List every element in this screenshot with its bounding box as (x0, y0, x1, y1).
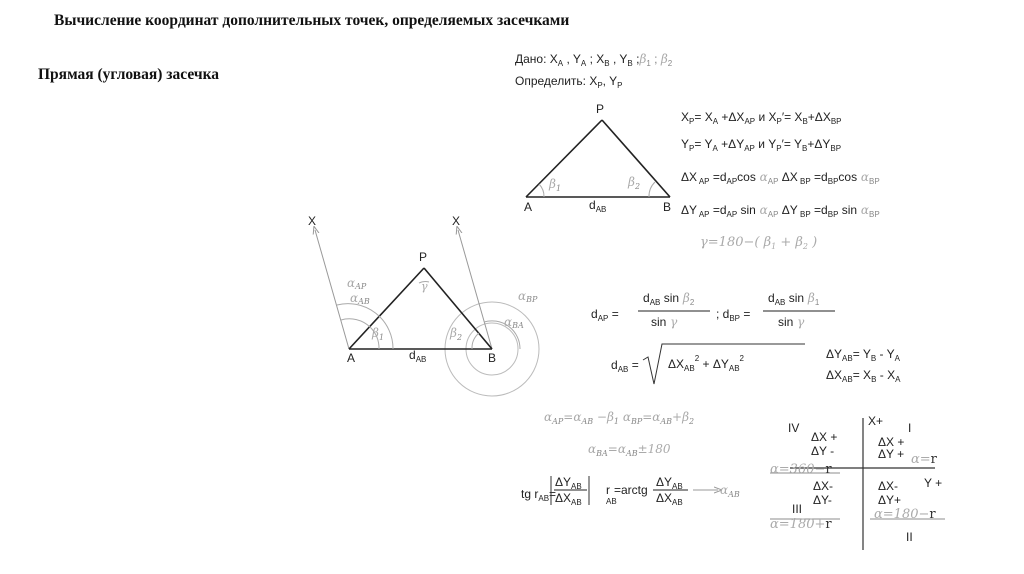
svg-text:XP= XA +ΔXAP и XP′= XB+Δ: $X_P= X_A +\Delta X_{AP}$ и $X_P'= X_B+\Delta X_{BP}$ (681, 110, 842, 126)
svg-text:A: A (347, 351, 356, 365)
coordinate-formulas (681, 110, 880, 251)
svg-text:sin γ: sin γ (778, 315, 805, 329)
svg-text:X: X (308, 214, 317, 228)
svg-text:II: II (906, 530, 913, 544)
svg-text:γ=180−( β1 + β2 ): γ=180−( $\beta_1 + \beta_2$ ) (700, 235, 818, 251)
svg-text:β2: $\beta_2$ (450, 326, 463, 342)
svg-text:dAB: $d_{AB}$ (409, 348, 427, 364)
svg-text:ΔYAB: $\Delta Y_{AB}$ (555, 475, 582, 491)
svg-text:P: P (419, 250, 428, 264)
svg-text:Y +: Y + (924, 476, 943, 490)
point-label: P (596, 102, 605, 116)
svg-text:ΔXAB: $\Delta X_{AB}$ (555, 491, 582, 507)
svg-text:I: I (908, 421, 912, 435)
given-block (515, 52, 673, 90)
svg-text:αAP: αAP (347, 276, 367, 291)
svg-text:ΔYAB: $\Delta Y_{AB}$ (656, 475, 683, 491)
svg-text:αAB: $\alpha_{AB}$ (720, 483, 740, 499)
svg-text:III: III (792, 502, 803, 516)
svg-text:AB: AB (606, 497, 617, 506)
svg-text:ΔX AP =dAPcos αAP ΔX BP =d: ΔX $_{AP} =d_{AP}\cos$ $\alpha_{AP}$ ΔX $_{BP} =d_{BP}\cos$ $\alpha_{BP}$ (681, 170, 880, 186)
svg-text:dAP =: $d_{AP}$ = (591, 307, 619, 323)
svg-text:ΔX +: ΔX + (878, 435, 905, 449)
svg-text:Дано: XA , YA ; XB , YB ;β1: Дано: $X_A$ , $Y_A$ ; $X_B$ , $Y_B$ $;\beta_1$ ; $\beta_2$ (515, 52, 673, 68)
svg-text:β1: $\beta_1$ (549, 177, 562, 193)
svg-text:ΔY AP =dAP sin αAP ΔY BP: ΔY $_{AP} =d_{AP}$ $\sin \alpha_{AP}$ ΔY $_{BP} =d_{BP}$ $\sin \alpha_{BP}$ (681, 203, 880, 219)
given-label: Дано: (515, 52, 547, 66)
svg-text:ΔYAB= YB - YA: $\Delta Y_{AB}= Y_B - Y_A$ (826, 347, 900, 363)
slide-subtitle: Прямая (угловая) засечка (38, 66, 220, 83)
svg-text:ΔX-: ΔX- (813, 479, 834, 493)
slide-title: Вычисление координат дополнительных точек, определяемых засечками (54, 12, 570, 29)
svg-text:X+: X+ (868, 414, 884, 428)
svg-text:ΔXAB: $\Delta X_{AB}$ (656, 491, 683, 507)
azimuth-formulas (521, 410, 740, 507)
svg-text:ΔX +: ΔX + (811, 430, 838, 444)
point-label: B (663, 200, 672, 214)
svg-text:; dBP =: ; $d_{BP}$ = (716, 307, 751, 323)
svg-text:ΔXAB= XB - XA: $\Delta X_{AB}= X_B - X_A$ (826, 368, 901, 384)
svg-text:γ: γ (421, 280, 428, 293)
svg-text:ΔX-: ΔX- (878, 479, 899, 493)
quadrant-diagram (770, 414, 945, 550)
svg-text:r: r (606, 483, 610, 497)
svg-text:X: X (452, 214, 461, 228)
distance-formulas (591, 291, 901, 384)
svg-text:YP= YA +ΔYAP и YP′= YB+Δ: $Y_P= Y_A +\Delta Y_{AP}$ и $Y_P'= Y_B+\Delta Y_{BP}$ (681, 137, 842, 153)
svg-text:dAB =: $d_{AB}$ = (611, 358, 639, 374)
svg-text:α=r: α=r (911, 452, 937, 467)
svg-text:ΔY -: ΔY - (811, 444, 835, 458)
svg-text:β2: $\beta_2$ (628, 175, 641, 191)
svg-text:Определить: XP, YP: Определить: $X_P$, $Y_P$ (515, 74, 623, 90)
svg-text:α=180−r: α=180−r (874, 507, 936, 522)
svg-text:=arctg: =arctg (614, 483, 648, 497)
triangle-small (524, 102, 671, 214)
svg-text:dAB sin β1: $d_{AB}$ $\sin \beta_1$ (768, 291, 820, 307)
svg-text:dAB sin β2: $d_{AB}$ $\sin \beta_2$ (643, 291, 695, 307)
svg-text:αBA=αAB±180: $\alpha_{BA}=\alpha_{AB}\pm 180$ (588, 442, 671, 458)
svg-text:ΔY-: ΔY- (813, 493, 832, 507)
svg-text:αAB: αAB (350, 291, 370, 306)
svg-text:IV: IV (788, 421, 800, 435)
svg-text:β1: $\beta_1$ (372, 326, 385, 342)
find-label: Определить: (515, 74, 586, 88)
svg-text:dAB: $d_{AB}$ (589, 198, 607, 214)
svg-text:sin γ: sin γ (651, 315, 678, 329)
svg-text:ΔY+: ΔY+ (878, 493, 902, 507)
point-label: A (524, 200, 533, 214)
svg-text:B: B (488, 351, 497, 365)
svg-text:αBA: αBA (504, 315, 524, 330)
triangle-large (308, 214, 539, 396)
svg-text:α=360−r: α=360−r (770, 462, 832, 477)
svg-text:αAP=αAB −β1 αBP=αAB+β2: $\alpha_{AP}=\alpha_{AB} -\beta_1$ $\alpha_{BP}=\alpha_{AB}+\beta_2$ (544, 410, 695, 426)
svg-text:tg rAB=: tg $r_{AB}=$ (521, 487, 557, 503)
svg-text:ΔY +: ΔY + (878, 447, 905, 461)
svg-text:ΔXAB2 + ΔYAB2: $\Delta X_{AB}^2 + \Delta Y_{AB}^2$ (668, 354, 744, 373)
svg-text:αBP: αBP (518, 289, 538, 304)
svg-text:α=180+r: α=180+r (770, 517, 832, 532)
